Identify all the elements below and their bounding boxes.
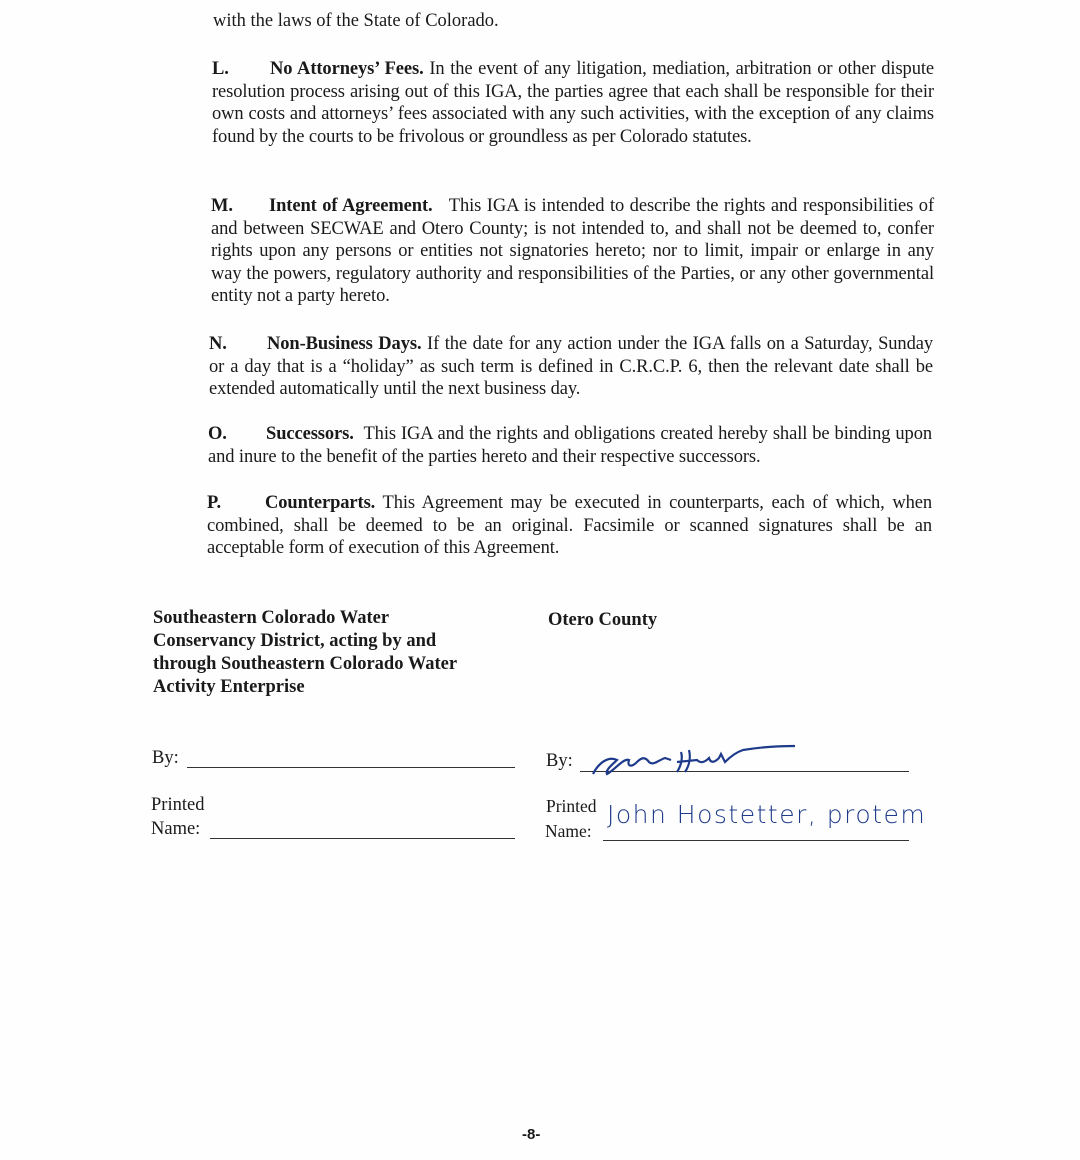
page-number: -8- — [522, 1126, 541, 1143]
section-body: In the event of any litigation, mediation, arbitration or other dispute resolution process arising out of this IGA, the parties agree that each shall be responsible for their own costs and attorneys’ fees associated with any such activities, with the exception of any claims found by the courts to be frivolous or groundless as per Colorado statutes. — [212, 59, 934, 147]
section-l — [212, 58, 934, 148]
section-body: If the date for any action under the IGA falls on a Saturday, Sunday or a day that is a “holiday” as such term is defined in C.R.C.P. 6, then the relevant date shall be extended automatically until the next business day. — [209, 334, 933, 399]
by-label: By: — [152, 748, 179, 768]
signature-line[interactable] — [187, 767, 515, 768]
name-label: Name: — [545, 821, 592, 841]
section-p — [207, 492, 932, 560]
section-letter: P. — [207, 493, 222, 513]
section-body: This IGA is intended to describe the rights and responsibilities of and between SECWAE and Otero County; is not intended to, and shall not be deemed to, confer rights upon any persons or entities not signatories hereto; nor to limit, impair or enlarge in any way the powers, regulatory authority and responsibilities of the Parties, or any other governmental entity not a party hereto. — [211, 196, 939, 306]
section-letter: M. — [211, 196, 233, 216]
section-heading: Successors. — [266, 424, 354, 444]
printed-name-line[interactable] — [603, 840, 909, 841]
section-heading: No Attorneys’ Fees. — [270, 59, 424, 79]
section-letter: N. — [209, 334, 227, 354]
section-n — [209, 333, 933, 401]
section-heading: Non-Business Days. — [267, 334, 422, 354]
party-name-secwae — [153, 607, 457, 699]
section-letter: L. — [212, 59, 229, 79]
party-line: Otero County — [548, 610, 658, 630]
party-line: Conservancy District, acting by and — [153, 631, 437, 651]
party-line: through Southeastern Colorado Water — [153, 654, 458, 674]
party-line: Activity Enterprise — [153, 677, 305, 697]
section-heading: Intent of Agreement. — [269, 196, 433, 216]
name-label: Name: — [151, 819, 201, 839]
party-name-otero — [548, 609, 657, 632]
section-body: This Agreement may be executed in counterparts, each of which, when combined, shall be deemed to be an original. Facsimile or scanned signatures shall be an acceptable form of execution of this Agreement. — [207, 493, 932, 558]
section-letter: O. — [208, 424, 227, 444]
section-heading: Counterparts. — [265, 493, 376, 513]
printed-label: Printed — [546, 796, 597, 816]
by-label: By: — [546, 751, 573, 771]
signature-stroke — [677, 746, 795, 772]
handwritten-signature — [585, 740, 800, 782]
printed-label: Printed — [151, 795, 205, 815]
signature-stroke — [593, 758, 671, 774]
opening-line: with the laws of the State of Colorado. — [213, 11, 499, 31]
handwritten-printed-name: John Hostetter, protem — [607, 800, 927, 829]
section-o — [208, 423, 937, 468]
section-m — [211, 195, 939, 308]
party-line: Southeastern Colorado Water — [153, 608, 390, 628]
printed-name-line[interactable] — [210, 838, 515, 839]
section-body: This IGA and the rights and obligations created hereby shall be binding upon and inure to the benefit of the parties hereto and their respective successors. — [208, 424, 937, 467]
